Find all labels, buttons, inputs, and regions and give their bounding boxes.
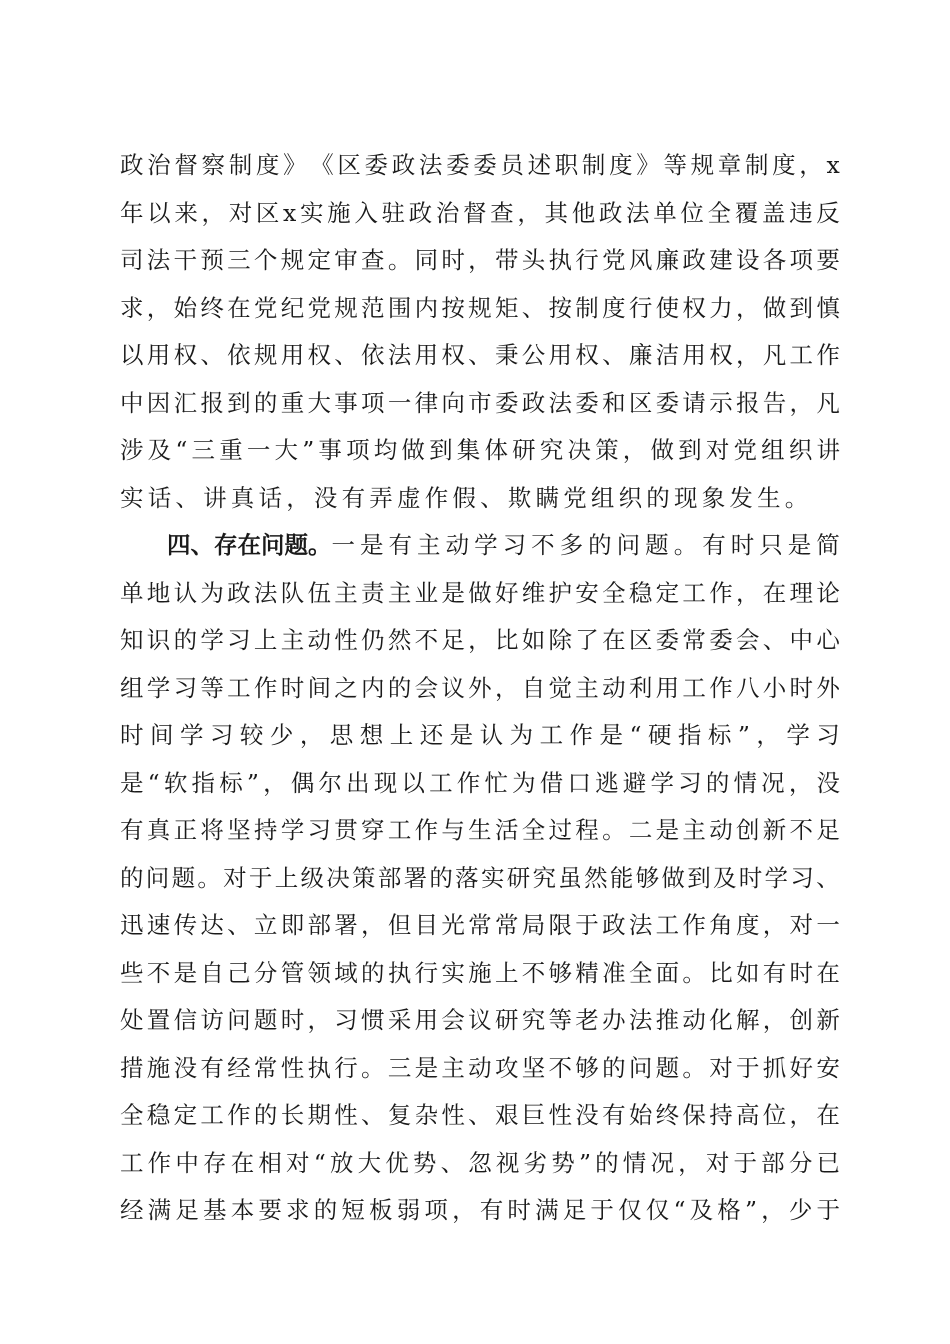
text-line: 处 置 信 访 问 题 时 ， 习 惯 采 用 会 议 研 究 等 老 办 法 推 动 化 解 ， 创 新: [120, 1006, 840, 1034]
body-text: [120, 142, 840, 1235]
text-line: 有 真 正 将 坚 持 学 习 贯 穿 工 作 与 生 活 全 过 程 。 二 是 主 动 创 新 不 足: [120, 816, 840, 844]
text-line: 时 间 学 习 较 少 ， 思 想 上 还 是 认 为 工 作 是 “ 硬 指 标 ” ， 学 习: [120, 721, 840, 749]
text-line: 中 因 汇 报 到 的 重 大 事 项 一 律 向 市 委 政 法 委 和 区 委 请 示 报 告 ， 凡: [120, 388, 840, 417]
text-line: 涉 及 “ 三 重 一 大 ” 事 项 均 做 到 集 体 研 究 决 策 ， 做 到 对 党 组 织 讲: [120, 436, 840, 464]
text-line-paragraph-end: 实话、讲真话，没有弄虚作假、欺瞒党组织的现象发生。: [120, 483, 813, 512]
text-line: 经 满 足 基 本 要 求 的 短 板 弱 项 ， 有 时 满 足 于 仅 仅 “ 及 格 ” ， 少 于: [120, 1196, 840, 1224]
section-heading-line: [120, 522, 840, 570]
text-line: 政 治 督 察 制 度 》 《 区 委 政 法 委 委 员 述 职 制 度 》 等 规 章 制 度 ， x: [120, 151, 840, 179]
text-line: 以 用 权 、 依 规 用 权 、 依 法 用 权 、 秉 公 用 权 、 廉 洁 用 权 ， 凡 工 作: [120, 341, 840, 369]
text-line: 知 识 的 学 习 上 主 动 性 仍 然 不 足 ， 比 如 除 了 在 区 委 常 委 会 、 中 心: [120, 626, 840, 654]
text-line: 年 以 来 ， 对 区 x 实 施 入 驻 政 治 督 查 ， 其 他 政 法 单 位 全 覆 盖 违 反: [120, 198, 840, 227]
text-line: 单 地 认 为 政 法 队 伍 主 责 主 业 是 做 好 维 护 安 全 稳 定 工 作 ， 在 理 论: [120, 578, 840, 607]
heading-line-text: 一 是 有 主 动 学 习 不 多 的 问 题 。 有 时 只 是 简: [331, 531, 840, 559]
text-line: 的 问 题 。 对 于 上 级 决 策 部 署 的 落 实 研 究 虽 然 能 够 做 到 及 时 学 习 、: [120, 863, 840, 892]
text-line: 些 不 是 自 己 分 管 领 域 的 执 行 实 施 上 不 够 精 准 全 面 。 比 如 有 时 在: [120, 958, 840, 987]
section-heading: 四、存在问题。: [167, 531, 332, 559]
text-line: 全 稳 定 工 作 的 长 期 性 、 复 杂 性 、 艰 巨 性 没 有 始 终 保 持 高 位 ， 在: [120, 1101, 840, 1129]
text-line: 迅 速 传 达 、 立 即 部 署 ， 但 目 光 常 常 局 限 于 政 法 工 作 角 度 ， 对 一: [120, 911, 840, 939]
text-line: 工 作 中 存 在 相 对 “ 放 大 优 势 、 忽 视 劣 势 ” 的 情 况 ， 对 于 部 分 已: [120, 1148, 840, 1177]
text-line: 是 “ 软 指 标 ” ， 偶 尔 出 现 以 工 作 忙 为 借 口 逃 避 学 习 的 情 况 ， 没: [120, 768, 840, 797]
text-line: 求 ， 始 终 在 党 纪 党 规 范 围 内 按 规 矩 、 按 制 度 行 使 权 力 ， 做 到 慎: [120, 293, 840, 322]
text-line: 措 施 没 有 经 常 性 执 行 。 三 是 主 动 攻 坚 不 够 的 问 题 。 对 于 抓 好 安: [120, 1053, 840, 1082]
text-line: 司 法 干 预 三 个 规 定 审 查 。 同 时 ， 带 头 执 行 党 风 廉 政 建 设 各 项 要: [120, 246, 840, 274]
text-line: 组 学 习 等 工 作 时 间 之 内 的 会 议 外 ， 自 觉 主 动 利 用 工 作 八 小 时 外: [120, 673, 840, 702]
